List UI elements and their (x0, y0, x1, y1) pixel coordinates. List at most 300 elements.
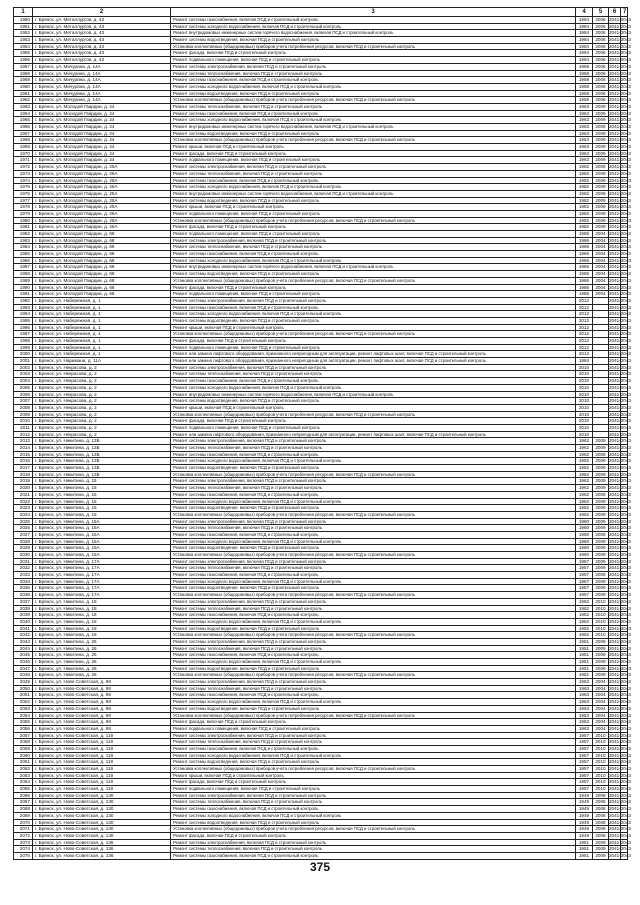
year-repair-cell: 2009 (593, 578, 609, 585)
work-type-cell: Ремонт фасада, включая ПСД и строительный контроль (171, 284, 576, 291)
address-cell: г. Брянск, ул. Некрасова, д. 2 (33, 431, 171, 438)
period-cell: 2041-2043 (609, 117, 631, 123)
period-cell: 2041-2043 (609, 338, 631, 344)
work-type-cell: Ремонт системы холодного водоснабжения, включая ПСД и строительный контроль (171, 184, 576, 191)
table-row (14, 77, 628, 84)
year-built-cell: 1962 (576, 485, 593, 492)
period-cell: 2041-2043 (609, 511, 631, 517)
period-cell: 2041-2043 (609, 364, 631, 370)
row-number-cell: 1992 (14, 297, 33, 304)
address-cell: г. Брянск, ул. Ново-Советская, д. 119 (33, 779, 171, 786)
year-built-cell: 1982 (576, 224, 593, 231)
year-built-cell: 1962 (576, 632, 593, 639)
period-cell: 2041-2043 (609, 311, 631, 317)
table-row (14, 110, 628, 117)
year-built-cell: 1963 (576, 679, 593, 686)
year-built-cell: 2012 (576, 338, 593, 345)
year-repair-cell: 2004 (593, 291, 609, 298)
table-row (14, 846, 628, 853)
year-built-cell: 1960 (576, 531, 593, 538)
row-number-cell: 2001 (14, 358, 33, 365)
table-row (14, 638, 628, 645)
period-cell: 2041-2043 (609, 659, 631, 665)
year-built-cell: 1962 (576, 451, 593, 458)
address-cell: г. Брянск, ул. Ново-Советская, д. 98 (33, 719, 171, 726)
year-repair-cell: 2010 (593, 732, 609, 739)
work-type-cell: Ремонт подвального помещения, включая ПСД и строительный контроль (171, 157, 576, 164)
year-repair-cell (593, 411, 609, 418)
address-cell: г. Брянск, ул. Ново-Советская, д. 98 (33, 692, 171, 699)
year-repair-cell: 2010 (593, 618, 609, 625)
table-row (14, 117, 628, 124)
address-cell: г. Брянск, ул. Никитина, д. 13Б (33, 458, 171, 465)
year-repair-cell: 2010 (593, 772, 609, 779)
period-cell: 2041-2043 (609, 478, 631, 484)
year-built-cell: 1986 (576, 271, 593, 278)
row-number-cell: 2023 (14, 505, 33, 512)
work-type-cell: Ремонт системы теплоснабжения, включая ПСД и строительный контроль (171, 645, 576, 652)
row-number-cell: 1976 (14, 190, 33, 197)
year-repair-cell: 2010 (593, 632, 609, 639)
work-type-cell: Ремонт системы газоснабжения, включая ПСД и строительный контроль (171, 745, 576, 752)
work-type-cell: Ремонт фасада, включая ПСД и строительный контроль (171, 224, 576, 231)
year-built-cell: 1963 (576, 692, 593, 699)
work-type-cell: Ремонт системы водоотведения, включая ПСД и строительный контроль (171, 37, 576, 44)
year-repair-cell: 2009 (593, 839, 609, 846)
year-repair-cell: 2008 (593, 812, 609, 819)
row-number-cell: 2024 (14, 511, 33, 518)
row-number-cell: 2030 (14, 552, 33, 559)
table-row (14, 839, 628, 846)
year-built-cell: 2010 (576, 364, 593, 371)
address-cell: г. Брянск, ул. Никитина, д. 15А (33, 538, 171, 545)
period-cell: 2041-2043 (609, 384, 631, 390)
period-cell: 2041-2043 (609, 351, 631, 357)
address-cell: г. Брянск, ул. Металлургов, д. 43 (33, 17, 171, 24)
table-row (14, 525, 628, 532)
period-cell: 2041-2043 (609, 839, 631, 845)
address-cell: г. Брянск, ул. Молодой Гвардии, д. 24 (33, 110, 171, 117)
work-type-cell: Установка коллективных (общедомовых) приборов учета потребления ресурсов, включая ПСД и строительный контроль (171, 766, 576, 773)
address-cell: г. Брянск, ул. Молодой Гвардии, д. 68 (33, 291, 171, 298)
table-row (14, 578, 628, 585)
row-number-cell: 2072 (14, 832, 33, 839)
table-row (14, 177, 628, 184)
year-repair-cell: 2010 (593, 766, 609, 773)
address-cell: г. Брянск, ул. Никитина, д. 26 (33, 638, 171, 645)
address-cell: г. Брянск, ул. Ново-Советская, д. 130 (33, 806, 171, 813)
work-type-cell: Ремонт системы электроснабжения, включая ПСД и строительный контроль (171, 63, 576, 70)
year-repair-cell (593, 331, 609, 338)
table-row (14, 719, 628, 726)
year-built-cell: 1984 (576, 50, 593, 57)
address-cell: г. Брянск, ул. Никитина, д. 15А (33, 545, 171, 552)
year-built-cell: 1949 (576, 799, 593, 806)
table-row (14, 545, 628, 552)
work-type-cell: Ремонт подвального помещения, включая ПСД и строительный контроль (171, 725, 576, 732)
work-type-cell: Установка коллективных (общедомовых) приборов учета потребления ресурсов, включая ПСД и строительный контроль (171, 712, 576, 719)
year-repair-cell: 2009 (593, 545, 609, 552)
year-repair-cell: 2006 (593, 17, 609, 24)
row-number-cell: 2068 (14, 806, 33, 813)
address-cell: г. Брянск, ул. Металлургов, д. 43 (33, 57, 171, 64)
year-repair-cell (593, 418, 609, 425)
year-built-cell: 1960 (576, 518, 593, 525)
table-row (14, 752, 628, 759)
period-cell: 2041-2043 (609, 137, 631, 143)
address-cell: г. Брянск, ул. Никитина, д. 26 (33, 672, 171, 679)
period-cell: 2041-2043 (609, 257, 631, 263)
table-row (14, 792, 628, 799)
year-built-cell: 1984 (576, 57, 593, 64)
table-row (14, 23, 628, 30)
year-built-cell: 1982 (576, 210, 593, 217)
table-row (14, 632, 628, 639)
work-type-cell: Ремонт системы электроснабжения, включая ПСД и строительный контроль (171, 237, 576, 244)
year-repair-cell: 2009 (593, 485, 609, 492)
address-cell: г. Брянск, ул. Никитина, д. 26 (33, 659, 171, 666)
year-repair-cell (593, 297, 609, 304)
address-cell: г. Брянск, ул. Некрасова, д. 2 (33, 378, 171, 385)
address-cell: г. Брянск, ул. Молодой Гвардии, д. 24 (33, 124, 171, 131)
year-built-cell: 1982 (576, 190, 593, 197)
year-built-cell: 1949 (576, 826, 593, 833)
row-number-cell: 2035 (14, 585, 33, 592)
row-number-cell: 2000 (14, 351, 33, 358)
table-row (14, 244, 628, 251)
year-repair-cell: 2009 (593, 471, 609, 478)
table-row (14, 384, 628, 391)
row-number-cell: 2049 (14, 679, 33, 686)
year-built-cell: 1949 (576, 792, 593, 799)
address-cell: г. Брянск, ул. Никитина, д. 18 (33, 625, 171, 632)
year-built-cell: 2010 (576, 418, 593, 425)
row-number-cell: 2074 (14, 846, 33, 853)
year-built-cell: 1963 (576, 144, 593, 151)
work-type-cell: Ремонт внутридомовых инженерных систем горячего водоснабжения, включая ПСД и строительный контроль (171, 124, 576, 131)
address-cell: г. Брянск, ул. Некрасова, д. 2 (33, 404, 171, 411)
work-type-cell: Ремонт подвального помещения, включая ПСД и строительный контроль (171, 57, 576, 64)
period-cell: 2041-2043 (609, 558, 631, 564)
period-cell: 2041-2043 (609, 739, 631, 745)
address-cell: г. Брянск, ул. Ново-Советская, д. 119 (33, 752, 171, 759)
work-type-cell: Ремонт системы газоснабжения, включая ПСД и строительный контроль (171, 17, 576, 24)
address-cell: г. Брянск, ул. Мичурина, д. 14А (33, 90, 171, 97)
row-number-cell: 1971 (14, 157, 33, 164)
year-repair-cell: 2009 (593, 124, 609, 131)
table-row (14, 324, 628, 331)
work-type-cell: Ремонт системы водоотведения, включая ПСД и строительный контроль (171, 317, 576, 324)
year-built-cell: 1982 (576, 177, 593, 184)
address-cell: г. Брянск, ул. Молодой Гвардии, д. 68 (33, 257, 171, 264)
period-cell: 2041-2043 (609, 297, 631, 303)
period-cell: 2041-2043 (609, 418, 631, 424)
year-built-cell: 1957 (576, 585, 593, 592)
table-row (14, 772, 628, 779)
address-cell: г. Брянск, ул. Ново-Советская, д. 119 (33, 786, 171, 793)
year-repair-cell: 2009 (593, 511, 609, 518)
row-number-cell: 2026 (14, 525, 33, 532)
period-cell: 2041-2043 (609, 164, 631, 170)
period-cell: 2041-2043 (609, 371, 631, 377)
address-cell: г. Брянск, ул. Никитина, д. 15А (33, 552, 171, 559)
year-built-cell: 1958 (576, 90, 593, 97)
year-repair-cell (593, 338, 609, 345)
table-row (14, 812, 628, 819)
period-cell: 2041-2043 (609, 465, 631, 471)
address-cell: г. Брянск, ул. Мичурина, д. 14А (33, 63, 171, 70)
year-built-cell: 2010 (576, 404, 593, 411)
period-cell: 2041-2043 (609, 692, 631, 698)
year-built-cell: 1962 (576, 598, 593, 605)
row-number-cell: 1957 (14, 63, 33, 70)
year-repair-cell: 2006 (593, 90, 609, 97)
work-type-cell: Ремонт системы холодного водоснабжения, включая ПСД и строительный контроль (171, 618, 576, 625)
year-repair-cell: 2004 (593, 231, 609, 238)
work-type-cell: Установка коллективных (общедомовых) приборов учета потребления ресурсов, включая ПСД и строительный контроль (171, 826, 576, 833)
year-repair-cell: 2009 (593, 518, 609, 525)
table-row (14, 231, 628, 238)
period-cell: 2041-2043 (609, 244, 631, 250)
work-type-cell: Ремонт фасада, включая ПСД и строительный контроль (171, 832, 576, 839)
row-number-cell: 1998 (14, 338, 33, 345)
row-number-cell: 2070 (14, 819, 33, 826)
address-cell: г. Брянск, ул. Никитина, д. 26 (33, 665, 171, 672)
period-cell: 2041-2043 (609, 177, 631, 183)
row-number-cell: 2059 (14, 745, 33, 752)
address-cell: г. Брянск, ул. Никитина, д. 13Б (33, 451, 171, 458)
work-type-cell: Ремонт системы теплоснабжения, включая ПСД и строительный контроль (171, 70, 576, 77)
work-type-cell: Ремонт системы холодного водоснабжения, включая ПСД и строительный контроль (171, 752, 576, 759)
address-cell: г. Брянск, ул. Никитина, д. 17А (33, 585, 171, 592)
table-row (14, 511, 628, 518)
year-built-cell: 2010 (576, 391, 593, 398)
address-cell: г. Брянск, ул. Наримана, д. 11А (33, 358, 171, 365)
year-repair-cell: 2010 (593, 779, 609, 786)
period-cell: 2041-2043 (609, 83, 631, 89)
row-number-cell: 1961 (14, 90, 33, 97)
period-cell: 2041-2043 (609, 531, 631, 537)
row-number-cell: 1958 (14, 70, 33, 77)
period-cell: 2041-2043 (609, 491, 631, 497)
address-cell: г. Брянск, ул. Ново-Советская, д. 130 (33, 826, 171, 833)
year-built-cell: 1984 (576, 30, 593, 37)
period-cell: 2041-2043 (609, 592, 631, 598)
year-repair-cell: 2009 (593, 478, 609, 485)
address-cell: г. Брянск, ул. Ново-Советская, д. 98 (33, 685, 171, 692)
period-cell: 2041-2043 (609, 264, 631, 270)
work-type-cell: Установка коллективных (общедомовых) приборов учета потребления ресурсов, включая ПСД и строительный контроль (171, 592, 576, 599)
row-number-cell: 2054 (14, 712, 33, 719)
year-repair-cell: 2004 (593, 237, 609, 244)
work-type-cell: Ремонт или замена лифтового оборудования, признанного непригодным для эксплуатации, ремонт лифтовых шахт, включая ПСД и строительный контроль (171, 431, 576, 438)
year-repair-cell (593, 398, 609, 405)
year-built-cell: 1962 (576, 505, 593, 512)
address-cell: г. Брянск, ул. Ново-Советская, д. 130 (33, 799, 171, 806)
row-number-cell: 1974 (14, 177, 33, 184)
period-cell: 2041-2043 (609, 378, 631, 384)
year-repair-cell: 2009 (593, 157, 609, 164)
year-repair-cell: 2009 (593, 672, 609, 679)
row-number-cell: 2031 (14, 558, 33, 565)
address-cell: г. Брянск, ул. Никитина, д. 15А (33, 531, 171, 538)
work-type-cell: Ремонт системы газоснабжения, включая ПСД и строительный контроль (171, 110, 576, 117)
work-type-cell: Ремонт системы электроснабжения, включая ПСД и строительный контроль (171, 558, 576, 565)
table-row (14, 458, 628, 465)
period-cell: 2041-2043 (609, 712, 631, 718)
work-type-cell: Ремонт системы электроснабжения, включая ПСД и строительный контроль (171, 839, 576, 846)
work-type-cell: Установка коллективных (общедомовых) приборов учета потребления ресурсов, включая ПСД и строительный контроль (171, 331, 576, 338)
year-repair-cell: 2006 (593, 23, 609, 30)
header-col-3: 3 (171, 8, 576, 17)
row-number-cell: 2061 (14, 759, 33, 766)
period-cell: 2041-2043 (609, 90, 631, 96)
year-repair-cell: 2004 (593, 284, 609, 291)
table-row (14, 411, 628, 418)
work-type-cell: Ремонт системы водоотведения, включая ПСД и строительный контроль (171, 625, 576, 632)
period-cell: 2041-2043 (609, 518, 631, 524)
period-cell: 2041-2043 (609, 424, 631, 430)
year-repair-cell (593, 304, 609, 311)
period-cell: 2041-2043 (609, 458, 631, 464)
row-number-cell: 2065 (14, 786, 33, 793)
year-repair-cell: 2008 (593, 799, 609, 806)
period-cell: 2041-2043 (609, 57, 631, 63)
year-repair-cell: 2009 (593, 130, 609, 137)
address-cell: г. Брянск, ул. Набережная, д. 1 (33, 344, 171, 351)
row-number-cell: 2010 (14, 418, 33, 425)
work-type-cell: Ремонт системы газоснабжения, включая ПСД и строительный контроль (171, 612, 576, 619)
year-built-cell: 1986 (576, 237, 593, 244)
row-number-cell: 2029 (14, 545, 33, 552)
work-type-cell: Ремонт системы водоотведения, включая ПСД и строительный контроль (171, 759, 576, 766)
table-row (14, 418, 628, 425)
work-type-cell: Ремонт системы холодного водоснабжения, включая ПСД и строительный контроль (171, 384, 576, 391)
address-cell: г. Брянск, ул. Молодой Гвардии, д. 24 (33, 130, 171, 137)
work-type-cell: Ремонт системы теплоснабжения, включая ПСД и строительный контроль (171, 605, 576, 612)
address-cell: г. Брянск, ул. Некрасова, д. 2 (33, 424, 171, 431)
row-number-cell: 1969 (14, 144, 33, 151)
table-row (14, 826, 628, 833)
period-cell: 2041-2043 (609, 679, 631, 685)
year-built-cell: 1963 (576, 725, 593, 732)
work-type-cell: Ремонт системы теплоснабжения, включая ПСД и строительный контроль (171, 739, 576, 746)
address-cell: г. Брянск, ул. Молодой Гвардии, д. 68 (33, 284, 171, 291)
period-cell: 2041-2043 (609, 291, 631, 297)
year-repair-cell (593, 317, 609, 324)
table-row (14, 451, 628, 458)
row-number-cell: 1967 (14, 130, 33, 137)
row-number-cell: 2022 (14, 498, 33, 505)
address-cell: г. Брянск, ул. Ново-Советская, д. 136 (33, 846, 171, 853)
year-built-cell: 1963 (576, 103, 593, 110)
year-built-cell: 2010 (576, 378, 593, 385)
work-type-cell: Установка коллективных (общедомовых) приборов учета потребления ресурсов, включая ПСД и строительный контроль (171, 411, 576, 418)
year-built-cell: 1962 (576, 458, 593, 465)
year-repair-cell: 2010 (593, 605, 609, 612)
address-cell: г. Брянск, ул. Никитина, д. 15 (33, 478, 171, 485)
row-number-cell: 1968 (14, 137, 33, 144)
work-type-cell: Ремонт системы холодного водоснабжения, включая ПСД и строительный контроль (171, 458, 576, 465)
period-cell: 2041-2043 (609, 451, 631, 457)
year-repair-cell: 2009 (593, 204, 609, 211)
period-cell: 2041-2043 (609, 732, 631, 738)
address-cell: г. Брянск, ул. Металлургов, д. 43 (33, 30, 171, 37)
year-built-cell: 1951 (576, 645, 593, 652)
row-number-cell: 1972 (14, 164, 33, 171)
year-built-cell: 1982 (576, 204, 593, 211)
year-repair-cell: 2009 (593, 538, 609, 545)
row-number-cell: 2006 (14, 391, 33, 398)
period-cell: 2041-2043 (609, 578, 631, 584)
table-row (14, 398, 628, 405)
address-cell: г. Брянск, ул. Никитина, д. 15 (33, 491, 171, 498)
work-type-cell: Ремонт системы холодного водоснабжения, включая ПСД и строительный контроль (171, 699, 576, 706)
address-cell: г. Брянск, ул. Никитина, д. 15 (33, 498, 171, 505)
table-row (14, 63, 628, 70)
year-built-cell: 2012 (576, 331, 593, 338)
year-built-cell: 1949 (576, 806, 593, 813)
period-cell: 2041-2043 (609, 204, 631, 210)
year-repair-cell: 2004 (593, 244, 609, 251)
year-built-cell: 1963 (576, 719, 593, 726)
year-built-cell: 1962 (576, 465, 593, 472)
year-built-cell: 1951 (576, 659, 593, 666)
work-type-cell: Ремонт системы электроснабжения, включая ПСД и строительный контроль (171, 478, 576, 485)
table-row (14, 552, 628, 559)
table-row (14, 779, 628, 786)
work-type-cell: Ремонт системы холодного водоснабжения, включая ПСД и строительный контроль (171, 117, 576, 124)
work-type-cell: Ремонт или замена лифтового оборудования, признанного непригодным для эксплуатации, ремонт лифтовых шахт, включая ПСД и строительный контроль (171, 358, 576, 365)
row-number-cell: 1966 (14, 124, 33, 131)
row-number-cell: 2048 (14, 672, 33, 679)
row-number-cell: 1978 (14, 204, 33, 211)
table-row (14, 592, 628, 599)
row-number-cell: 2032 (14, 565, 33, 572)
year-repair-cell (593, 358, 609, 365)
work-type-cell: Ремонт системы водоотведения, включая ПСД и строительный контроль (171, 665, 576, 672)
period-cell: 2041-2043 (609, 665, 631, 671)
row-number-cell: 2069 (14, 812, 33, 819)
table-row (14, 237, 628, 244)
address-cell: г. Брянск, ул. Никитина, д. 13Б (33, 465, 171, 472)
table-row (14, 431, 628, 438)
row-number-cell: 2062 (14, 766, 33, 773)
work-type-cell: Ремонт системы водоотведения, включая ПСД и строительный контроль (171, 505, 576, 512)
row-number-cell: 1955 (14, 50, 33, 57)
address-cell: г. Брянск, ул. Набережная, д. 1 (33, 331, 171, 338)
year-built-cell: 1962 (576, 498, 593, 505)
row-number-cell: 2045 (14, 652, 33, 659)
year-repair-cell: 2009 (593, 465, 609, 472)
row-number-cell: 2017 (14, 465, 33, 472)
address-cell: г. Брянск, ул. Молодой Гвардии, д. 68 (33, 231, 171, 238)
table-row (14, 618, 628, 625)
row-number-cell: 2028 (14, 538, 33, 545)
header-col-4: 4 (576, 8, 593, 17)
year-repair-cell: 2009 (593, 652, 609, 659)
work-type-cell: Ремонт системы теплоснабжения, включая ПСД и строительный контроль (171, 565, 576, 572)
table-row (14, 50, 628, 57)
year-repair-cell: 2009 (593, 491, 609, 498)
address-cell: г. Брянск, ул. Молодой Гвардии, д. 68 (33, 244, 171, 251)
row-number-cell: 2042 (14, 632, 33, 639)
period-cell: 2041-2043 (609, 779, 631, 785)
year-built-cell: 1958 (576, 97, 593, 104)
work-type-cell: Ремонт внутридомовых инженерных систем горячего водоснабжения, включая ПСД и строительный контроль (171, 30, 576, 37)
period-cell: 2041-2043 (609, 625, 631, 631)
table-header-row (14, 8, 628, 17)
